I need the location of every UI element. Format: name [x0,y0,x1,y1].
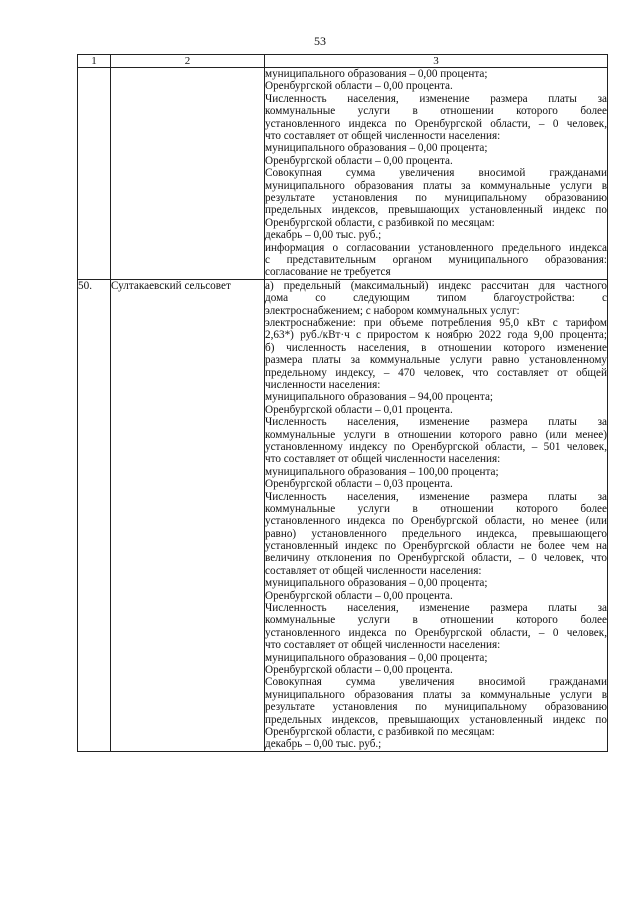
description-line: муниципального образования – 0,00 процента; [265,142,488,155]
description-line: размера платы за коммунальные услуги равно установленному [265,354,607,367]
description-line: Оренбургской области – 0,01 процента. [265,403,453,416]
description-line: предельных индексов, превышающих установленный индекс по [265,713,607,726]
municipality-name [111,68,265,280]
description-line: Оренбургской области, с разбивкой по месяцам: [265,726,495,739]
page-number: 53 [314,34,326,48]
description-line: коммунальные услуги в отношении которого более [265,614,607,627]
row-number: 50. [78,279,111,751]
table-header-row [78,55,608,68]
description-line: муниципального образования – 0,00 процента; [265,577,488,590]
description-line: Оренбургской области – 0,00 процента. [265,589,453,602]
description-line: коммунальные услуги в отношении которого более [265,502,607,515]
description-line: с представительным органом муниципального образования: [265,253,607,266]
description-line: предельному индексу, – 470 человек, что составляет от общей [265,366,607,379]
table-row-continuation [78,68,608,280]
municipality-name: Султакаевский сельсовет [111,279,265,751]
description-line: Оренбургской области – 0,00 процента. [265,664,453,677]
description-line: результате установления по муниципальному образованию [265,701,607,714]
description-line: установленного индекса по Оренбургской области, но менее (или [265,515,607,528]
description-line: установленного индекса по Оренбургской области, – 0 человек, [265,626,607,639]
description-line: 2,63*) руб./кВт·ч с приростом к ноябрю 2022 года 9,00 процента; [265,329,607,342]
column-header-1: 1 [78,55,111,68]
description-line: муниципального образования платы за коммунальные услуги в [265,179,607,192]
table-row-50 [78,279,608,751]
description-line: Численность населения, изменение размера платы за [265,602,607,615]
description-line: что составляет от общей численности населения: [265,453,501,466]
description-line: муниципального образования – 0,00 процента; [265,68,488,80]
row-number [78,68,111,280]
column-header-2: 2 [111,55,265,68]
column-header-3: 3 [265,55,608,68]
description-line: муниципального образования – 100,00 процента; [265,465,499,478]
description-line: согласование не требуется [265,266,391,279]
description-line: дома со следующим типом благоустройства: с [265,292,607,305]
description-line: коммунальные услуги в отношении которого равно (или менее) [265,428,607,441]
description-line: Оренбургской области, с разбивкой по месяцам: [265,216,495,229]
municipal-index-table [77,54,608,752]
description-line: что составляет от общей численности населения: [265,129,501,142]
description-line: установленному индексу по Оренбургской области, – 501 человек, [265,440,607,453]
description-line: электроснабжение: при объеме потребления 95,0 кВт с тарифом [265,316,607,329]
description-line: муниципального образования – 0,00 процента; [265,651,488,664]
description-line: коммунальные услуги в отношении которого более [265,105,607,118]
description-line: Оренбургской области – 0,00 процента. [265,80,453,93]
description-line: Совокупная сумма увеличения вносимой гражданами [265,167,607,180]
description-line: электроснабжением; с набором коммунальных услуг: [265,304,520,317]
description-line: Численность населения, изменение размера платы за [265,416,607,429]
description-line: равно) установленного предельного индекса, превышающего [265,527,607,540]
description-line: что составляет от общей численности населения: [265,639,501,652]
description-line: Численность населения, изменение размера платы за [265,92,607,105]
description-line: предельных индексов, превышающих установленный индекс по [265,204,607,217]
description-line: Численность населения, изменение размера платы за [265,490,607,503]
description-line: величину отклонения по Оренбургской области, – 0 человек, что [265,552,607,565]
description-line: Оренбургской области – 0,03 процента. [265,478,453,491]
description-line: Совокупная сумма увеличения вносимой гражданами [265,676,607,689]
description-line: муниципального образования – 94,00 процента; [265,391,494,404]
description-line: установленного индекса по Оренбургской области, – 0 человек, [265,117,607,130]
description-line: численности населения: [265,378,381,391]
description-line: Оренбургской области – 0,00 процента. [265,154,453,167]
description-line: установленный индекс по Оренбургской области не более чем на [265,540,607,553]
description-line: муниципального образования платы за коммунальные услуги в [265,688,607,701]
row-description [265,279,608,751]
description-line: составляет от общей численности населения: [265,564,482,577]
description-line: информация о согласовании установленного предельного индекса [265,241,607,254]
description-line: а) предельный (максимальный) индекс рассчитан для частного [265,279,607,292]
description-line: декабрь – 0,00 тыс. руб.; [265,738,382,751]
row-description [265,68,608,280]
description-line: б) численность населения, в отношении которого изменение [265,341,607,354]
description-line: результате установления по муниципальному образованию [265,191,607,204]
description-line: декабрь – 0,00 тыс. руб.; [265,229,382,242]
